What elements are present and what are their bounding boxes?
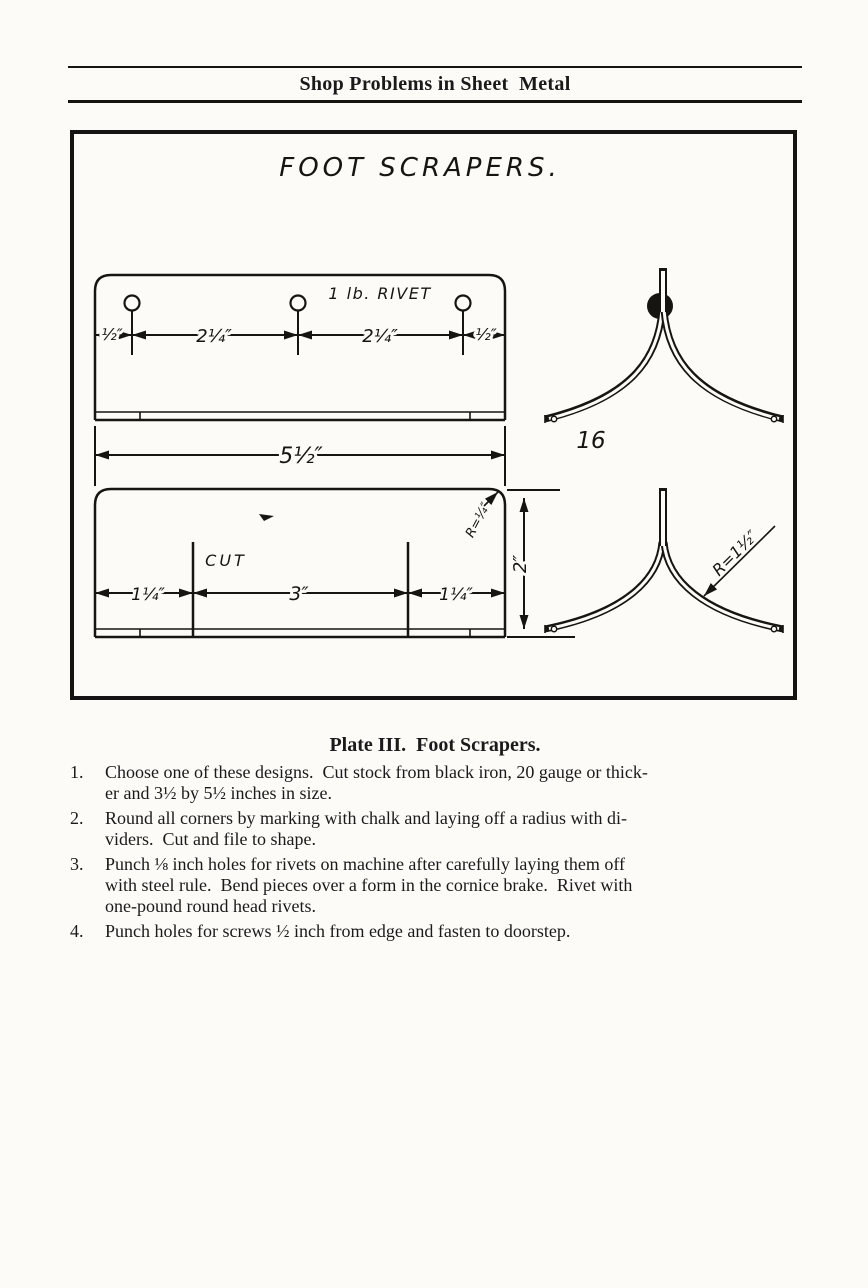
instruction-item — [70, 808, 806, 850]
text-line: one-pound round head rivets. — [105, 896, 316, 916]
text-line: Punch holes for screws ½ inch from edge and fasten to doorstep. — [105, 921, 571, 941]
instruction-list — [70, 762, 806, 946]
header-rule-top — [68, 66, 802, 68]
text-line: Punch ⅛ inch holes for rivets on machine after carefully laying them off — [105, 854, 626, 874]
item-text — [105, 921, 806, 942]
dim-one-quarter-right: 1¼″ — [439, 585, 473, 605]
text-line: Round all corners by marking with chalk and laying off a radius with di- — [105, 808, 628, 828]
text-line: viders. Cut and file to shape. — [105, 829, 316, 849]
item-text — [105, 854, 806, 917]
height-dimension — [507, 490, 575, 637]
bottom-plan-outline — [95, 489, 505, 637]
item-text — [105, 762, 806, 804]
foot-screw-hole-right — [771, 416, 776, 421]
bottom-profile-view — [545, 488, 783, 633]
cut-label: CUT — [205, 551, 247, 570]
text-line: Choose one of these designs. Cut stock from black iron, 20 gauge or thick- — [105, 762, 648, 782]
dim-height: 2″ — [510, 554, 531, 574]
curve-end-caps — [545, 625, 783, 633]
foot-screw-hole-left — [551, 416, 556, 421]
text-line: er and 3½ by 5½ inches in size. — [105, 783, 332, 803]
dim-three: 3″ — [289, 583, 309, 605]
cut-spacing-dimension — [95, 583, 505, 605]
right-strip-core — [664, 310, 779, 419]
item-number: 4. — [70, 921, 84, 941]
strip-end-caps — [545, 415, 783, 423]
foot-screw-hole-left-2 — [551, 626, 556, 631]
corner-radius-label: R=¼″ — [463, 500, 494, 541]
rivet-label: 1 lb. RIVET — [328, 284, 432, 303]
dim-overall-width: 5½″ — [279, 444, 323, 469]
dim-half-right: ½″ — [475, 325, 497, 344]
hole-spacing-dimension — [95, 325, 505, 347]
rivet-hole-right — [456, 296, 471, 311]
instruction-item — [70, 762, 806, 804]
plate-figure-box — [70, 130, 797, 700]
dim-one-quarter-left: 1¼″ — [131, 585, 165, 605]
dim-half-left: ½″ — [101, 325, 123, 344]
instruction-item — [70, 854, 806, 917]
stray-ink-mark — [259, 514, 274, 521]
foot-screw-hole-right-2 — [771, 626, 776, 631]
plate-caption: Plate III. Foot Scrapers. — [329, 734, 541, 756]
bend-radius-annotation — [704, 526, 775, 596]
item-number: 2. — [70, 808, 84, 828]
gauge-label: 16 — [576, 428, 606, 454]
running-head: Shop Problems in Sheet Metal — [299, 73, 571, 95]
hole-center-lines — [132, 311, 463, 355]
rivet-hole-left — [125, 296, 140, 311]
left-strip-core — [549, 310, 662, 419]
plate-drawing — [74, 134, 793, 696]
rivet-hole-center — [291, 296, 306, 311]
bend-radius-label: R=1½″ — [708, 526, 762, 580]
text-line: with steel rule. Bend pieces over a form in the cornice brake. Rivet with — [105, 875, 633, 895]
corner-radius-annotation — [463, 492, 498, 540]
top-profile-view — [545, 268, 783, 454]
dim-two-quarter-2: 2¼″ — [362, 326, 398, 347]
dim-two-quarter-1: 2¼″ — [196, 326, 232, 347]
bottom-plan-view — [95, 489, 575, 637]
figure-title: FOOT SCRAPERS. — [279, 153, 561, 183]
header-rule-bottom — [68, 100, 802, 103]
item-number: 1. — [70, 762, 84, 782]
top-plan-view — [95, 275, 505, 486]
overall-width-dimension — [95, 426, 505, 486]
item-text — [105, 808, 806, 850]
item-number: 3. — [70, 854, 84, 874]
instruction-item — [70, 921, 806, 942]
left-curve-outline — [545, 542, 662, 629]
